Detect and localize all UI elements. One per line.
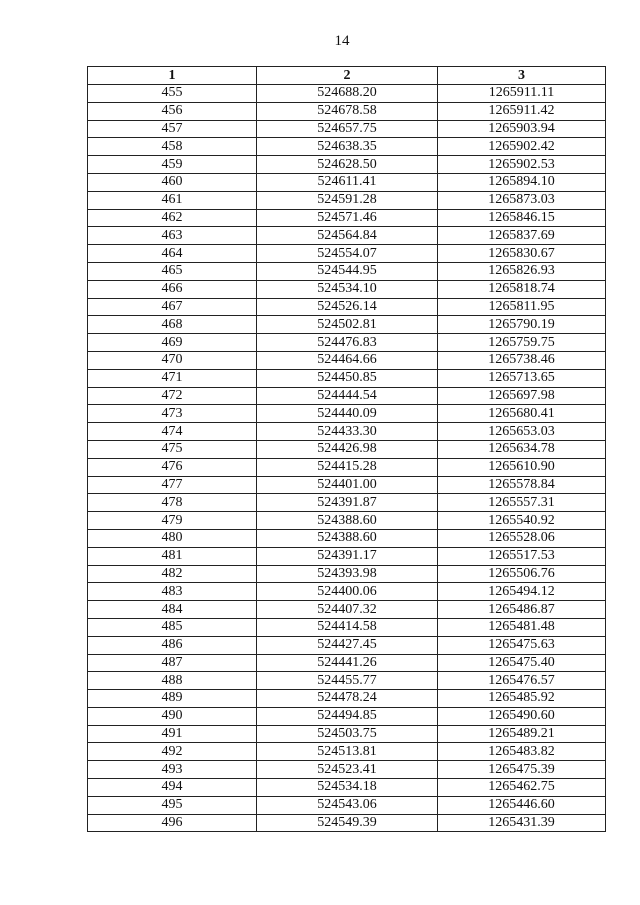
cell-y-coordinate: 1265506.76 — [438, 565, 606, 583]
cell-x-coordinate: 524494.85 — [257, 707, 438, 725]
table-row — [88, 102, 606, 120]
cell-x-coordinate: 524534.10 — [257, 280, 438, 298]
table-row — [88, 618, 606, 636]
cell-point-number: 480 — [88, 529, 257, 547]
cell-x-coordinate: 524427.45 — [257, 636, 438, 654]
cell-x-coordinate: 524502.81 — [257, 316, 438, 334]
table-row — [88, 85, 606, 103]
cell-y-coordinate: 1265902.42 — [438, 138, 606, 156]
cell-y-coordinate: 1265873.03 — [438, 191, 606, 209]
cell-x-coordinate: 524400.06 — [257, 583, 438, 601]
cell-y-coordinate: 1265528.06 — [438, 529, 606, 547]
cell-point-number: 462 — [88, 209, 257, 227]
cell-y-coordinate: 1265446.60 — [438, 796, 606, 814]
table-body — [88, 85, 606, 832]
cell-point-number: 477 — [88, 476, 257, 494]
cell-y-coordinate: 1265902.53 — [438, 156, 606, 174]
table-header — [88, 67, 606, 85]
table-row — [88, 636, 606, 654]
cell-point-number: 487 — [88, 654, 257, 672]
cell-x-coordinate: 524523.41 — [257, 761, 438, 779]
cell-y-coordinate: 1265653.03 — [438, 423, 606, 441]
cell-x-coordinate: 524440.09 — [257, 405, 438, 423]
cell-y-coordinate: 1265490.60 — [438, 707, 606, 725]
cell-y-coordinate: 1265911.42 — [438, 102, 606, 120]
cell-x-coordinate: 524444.54 — [257, 387, 438, 405]
cell-y-coordinate: 1265483.82 — [438, 743, 606, 761]
cell-x-coordinate: 524554.07 — [257, 245, 438, 263]
cell-x-coordinate: 524450.85 — [257, 369, 438, 387]
table-row — [88, 814, 606, 832]
cell-y-coordinate: 1265475.40 — [438, 654, 606, 672]
table-row — [88, 761, 606, 779]
cell-y-coordinate: 1265837.69 — [438, 227, 606, 245]
cell-point-number: 469 — [88, 334, 257, 352]
cell-x-coordinate: 524657.75 — [257, 120, 438, 138]
cell-point-number: 468 — [88, 316, 257, 334]
cell-x-coordinate: 524391.87 — [257, 494, 438, 512]
cell-x-coordinate: 524513.81 — [257, 743, 438, 761]
cell-point-number: 481 — [88, 547, 257, 565]
cell-x-coordinate: 524426.98 — [257, 440, 438, 458]
table-row — [88, 262, 606, 280]
cell-point-number: 479 — [88, 512, 257, 530]
cell-point-number: 455 — [88, 85, 257, 103]
cell-point-number: 466 — [88, 280, 257, 298]
cell-y-coordinate: 1265489.21 — [438, 725, 606, 743]
table-row — [88, 458, 606, 476]
table-row — [88, 298, 606, 316]
cell-x-coordinate: 524678.58 — [257, 102, 438, 120]
cell-point-number: 484 — [88, 601, 257, 619]
cell-y-coordinate: 1265680.41 — [438, 405, 606, 423]
cell-point-number: 492 — [88, 743, 257, 761]
cell-y-coordinate: 1265540.92 — [438, 512, 606, 530]
cell-point-number: 485 — [88, 618, 257, 636]
table-row — [88, 156, 606, 174]
cell-x-coordinate: 524455.77 — [257, 672, 438, 690]
cell-x-coordinate: 524391.17 — [257, 547, 438, 565]
cell-point-number: 474 — [88, 423, 257, 441]
cell-y-coordinate: 1265476.57 — [438, 672, 606, 690]
cell-y-coordinate: 1265713.65 — [438, 369, 606, 387]
cell-point-number: 470 — [88, 351, 257, 369]
cell-x-coordinate: 524415.28 — [257, 458, 438, 476]
table-row — [88, 743, 606, 761]
cell-point-number: 464 — [88, 245, 257, 263]
column-header-y: 3 — [438, 67, 606, 85]
cell-y-coordinate: 1265462.75 — [438, 779, 606, 797]
cell-x-coordinate: 524414.58 — [257, 618, 438, 636]
table-row — [88, 565, 606, 583]
cell-point-number: 496 — [88, 814, 257, 832]
table-row — [88, 191, 606, 209]
cell-point-number: 459 — [88, 156, 257, 174]
cell-x-coordinate: 524388.60 — [257, 512, 438, 530]
cell-y-coordinate: 1265578.84 — [438, 476, 606, 494]
table-row — [88, 173, 606, 191]
cell-x-coordinate: 524544.95 — [257, 262, 438, 280]
cell-x-coordinate: 524407.32 — [257, 601, 438, 619]
cell-point-number: 460 — [88, 173, 257, 191]
table-row — [88, 280, 606, 298]
cell-y-coordinate: 1265697.98 — [438, 387, 606, 405]
cell-y-coordinate: 1265485.92 — [438, 690, 606, 708]
cell-point-number: 486 — [88, 636, 257, 654]
cell-y-coordinate: 1265634.78 — [438, 440, 606, 458]
cell-x-coordinate: 524543.06 — [257, 796, 438, 814]
cell-y-coordinate: 1265481.48 — [438, 618, 606, 636]
cell-point-number: 493 — [88, 761, 257, 779]
cell-y-coordinate: 1265431.39 — [438, 814, 606, 832]
cell-y-coordinate: 1265911.11 — [438, 85, 606, 103]
cell-x-coordinate: 524526.14 — [257, 298, 438, 316]
cell-y-coordinate: 1265818.74 — [438, 280, 606, 298]
table-row — [88, 440, 606, 458]
cell-point-number: 456 — [88, 102, 257, 120]
cell-x-coordinate: 524433.30 — [257, 423, 438, 441]
cell-y-coordinate: 1265903.94 — [438, 120, 606, 138]
cell-point-number: 490 — [88, 707, 257, 725]
table-row — [88, 209, 606, 227]
table-row — [88, 351, 606, 369]
cell-y-coordinate: 1265846.15 — [438, 209, 606, 227]
cell-y-coordinate: 1265790.19 — [438, 316, 606, 334]
table-row — [88, 423, 606, 441]
cell-point-number: 478 — [88, 494, 257, 512]
table-row — [88, 405, 606, 423]
cell-point-number: 471 — [88, 369, 257, 387]
column-header-x: 2 — [257, 67, 438, 85]
column-header-point: 1 — [88, 67, 257, 85]
table-row — [88, 529, 606, 547]
cell-x-coordinate: 524464.66 — [257, 351, 438, 369]
table-row — [88, 690, 606, 708]
cell-point-number: 489 — [88, 690, 257, 708]
table-row — [88, 796, 606, 814]
table-row — [88, 334, 606, 352]
cell-point-number: 472 — [88, 387, 257, 405]
cell-y-coordinate: 1265557.31 — [438, 494, 606, 512]
cell-x-coordinate: 524571.46 — [257, 209, 438, 227]
table-row — [88, 245, 606, 263]
cell-point-number: 494 — [88, 779, 257, 797]
table-row — [88, 601, 606, 619]
cell-point-number: 483 — [88, 583, 257, 601]
cell-y-coordinate: 1265738.46 — [438, 351, 606, 369]
table-row — [88, 369, 606, 387]
cell-point-number: 476 — [88, 458, 257, 476]
table-row — [88, 583, 606, 601]
cell-point-number: 465 — [88, 262, 257, 280]
cell-point-number: 491 — [88, 725, 257, 743]
cell-y-coordinate: 1265475.39 — [438, 761, 606, 779]
cell-y-coordinate: 1265486.87 — [438, 601, 606, 619]
cell-point-number: 461 — [88, 191, 257, 209]
cell-x-coordinate: 524628.50 — [257, 156, 438, 174]
cell-y-coordinate: 1265475.63 — [438, 636, 606, 654]
cell-x-coordinate: 524688.20 — [257, 85, 438, 103]
table-row — [88, 512, 606, 530]
cell-y-coordinate: 1265610.90 — [438, 458, 606, 476]
cell-x-coordinate: 524591.28 — [257, 191, 438, 209]
table-row — [88, 138, 606, 156]
cell-x-coordinate: 524401.00 — [257, 476, 438, 494]
coordinates-table — [87, 66, 606, 832]
cell-x-coordinate: 524478.24 — [257, 690, 438, 708]
table-row — [88, 494, 606, 512]
table-row — [88, 120, 606, 138]
cell-point-number: 458 — [88, 138, 257, 156]
table-row — [88, 476, 606, 494]
table-row — [88, 707, 606, 725]
table-row — [88, 227, 606, 245]
cell-x-coordinate: 524611.41 — [257, 173, 438, 191]
cell-point-number: 457 — [88, 120, 257, 138]
cell-x-coordinate: 524388.60 — [257, 529, 438, 547]
cell-point-number: 467 — [88, 298, 257, 316]
cell-y-coordinate: 1265811.95 — [438, 298, 606, 316]
page-number: 14 — [334, 33, 350, 49]
cell-point-number: 475 — [88, 440, 257, 458]
cell-y-coordinate: 1265826.93 — [438, 262, 606, 280]
table-row — [88, 316, 606, 334]
cell-x-coordinate: 524476.83 — [257, 334, 438, 352]
cell-x-coordinate: 524638.35 — [257, 138, 438, 156]
cell-y-coordinate: 1265494.12 — [438, 583, 606, 601]
table-row — [88, 779, 606, 797]
cell-point-number: 495 — [88, 796, 257, 814]
cell-y-coordinate: 1265894.10 — [438, 173, 606, 191]
cell-y-coordinate: 1265759.75 — [438, 334, 606, 352]
cell-point-number: 488 — [88, 672, 257, 690]
table-row — [88, 672, 606, 690]
cell-point-number: 473 — [88, 405, 257, 423]
table-row — [88, 387, 606, 405]
header-row — [88, 67, 606, 85]
cell-x-coordinate: 524441.26 — [257, 654, 438, 672]
table-row — [88, 654, 606, 672]
cell-point-number: 482 — [88, 565, 257, 583]
cell-x-coordinate: 524549.39 — [257, 814, 438, 832]
cell-y-coordinate: 1265830.67 — [438, 245, 606, 263]
cell-x-coordinate: 524503.75 — [257, 725, 438, 743]
cell-x-coordinate: 524393.98 — [257, 565, 438, 583]
cell-y-coordinate: 1265517.53 — [438, 547, 606, 565]
cell-point-number: 463 — [88, 227, 257, 245]
table-row — [88, 725, 606, 743]
table-row — [88, 547, 606, 565]
cell-x-coordinate: 524564.84 — [257, 227, 438, 245]
cell-x-coordinate: 524534.18 — [257, 779, 438, 797]
